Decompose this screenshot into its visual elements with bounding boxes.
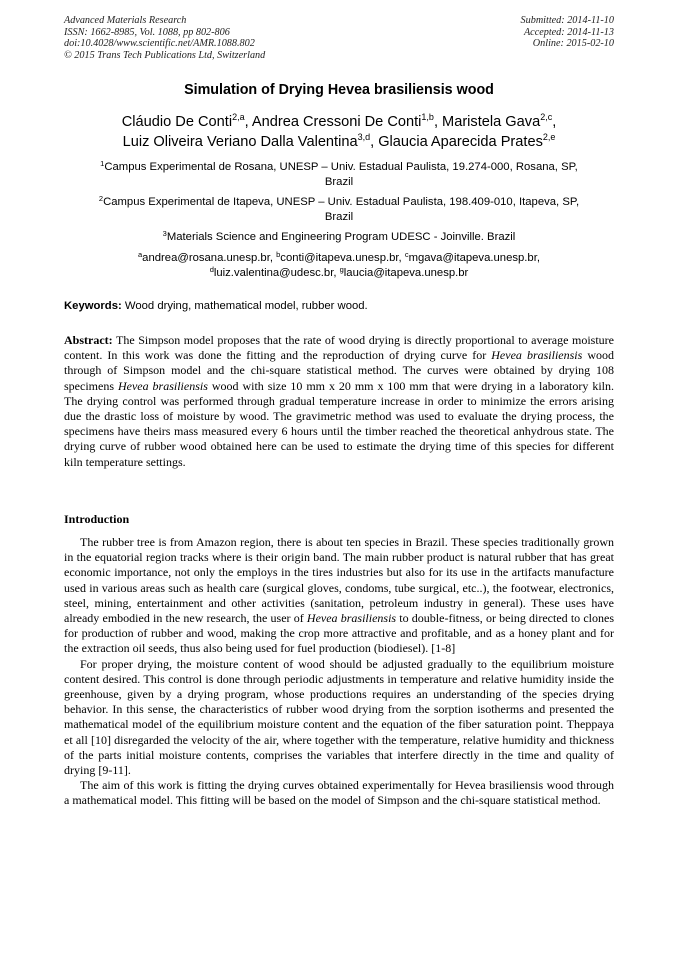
abstract-text: The Simpson model proposes that the rate of wood drying is directly proportional to average moisture content. In this work was done the fitting and the reproduction of drying curve for bbox=[64, 333, 614, 363]
journal-name: Advanced Materials Research bbox=[64, 15, 187, 26]
submission-dates bbox=[521, 15, 614, 50]
affiliation-text: Materials Science and Engineering Program UDESC - Joinville. Brazil bbox=[166, 231, 516, 243]
author-list bbox=[64, 112, 614, 152]
email-mark: g bbox=[339, 265, 344, 274]
affiliation-2 bbox=[64, 195, 614, 225]
journal-doi: doi:10.4028/www.scientific.net/AMR.1088.802 bbox=[64, 38, 255, 50]
author-name: Cláudio De Conti bbox=[121, 114, 233, 130]
affiliation-text: Brazil bbox=[324, 176, 354, 188]
email-mark: b bbox=[276, 250, 281, 259]
email-link[interactable]: mgava@itapeva.unesp.br, bbox=[408, 252, 540, 264]
abstract-text: wood through of Simpson model and the chi-square statistical method. The curves were obtained by drying 108 specimens bbox=[64, 348, 615, 393]
author-affiliation-mark: 3,d bbox=[357, 132, 371, 142]
submitted-date: Submitted: 2014-11-10 bbox=[520, 15, 614, 26]
introduction-body bbox=[64, 535, 614, 809]
keywords-text: Wood drying, mathematical model, rubber wood. bbox=[121, 300, 368, 312]
author-affiliation-mark: 1,b bbox=[421, 112, 434, 122]
author-emails bbox=[64, 251, 614, 281]
accepted-date: Accepted: 2014-11-13 bbox=[523, 26, 614, 38]
author-name: Glaucia Aparecida Prates bbox=[378, 134, 543, 150]
author-separator: , bbox=[370, 134, 379, 150]
email-link[interactable]: conti@itapeva.unesp.br, bbox=[280, 252, 405, 264]
paragraph-text: The rubber tree is from Amazon region, there is about ten species in Brazil. These species traditionally grown in the equatorial region tracks where is their origin band. The main rubber product is natural rubber that has great economic importance, not only the employs in the tires industries but also for its use in the artifacts manufacture used in various areas such as health care (surgical gloves, condoms, tube surgical, etc..), the footwear, electronics, steel, mining, entertainment and other activities (sanitation, petroleum industry in general). These uses have already embodied in the new research, the user of bbox=[64, 535, 614, 626]
author-separator: , bbox=[552, 114, 557, 130]
online-date: Online: 2015-02-10 bbox=[532, 38, 614, 50]
author-name: Luiz Oliveira Veriano Dalla Valentina bbox=[122, 134, 358, 150]
affiliation-text: Campus Experimental de Rosana, UNESP – Univ. Estadual Paulista, 19.274-000, Rosana, SP, bbox=[104, 161, 578, 173]
email-mark: c bbox=[404, 250, 409, 259]
species-name: Hevea brasiliensis bbox=[117, 378, 208, 393]
affiliation-number: 2 bbox=[98, 194, 104, 203]
affiliation-number: 3 bbox=[162, 229, 167, 238]
species-name: Hevea brasiliensis bbox=[491, 348, 583, 363]
paragraph: The aim of this work is fitting the drying curves obtained experimentally for Hevea brasiliensis wood through a mathematical model. This fitting will be based on the model of Simpson and the chi-square statistical method. bbox=[64, 778, 614, 808]
paragraph bbox=[64, 535, 614, 657]
affiliation-text: Brazil bbox=[324, 211, 354, 223]
keywords-label: Keywords: bbox=[64, 300, 122, 312]
paragraph-text: to double-fitness, or being directed to clones for production of rubber and wood, making the crop more attractive and profitable, and as a honey plant and for the extraction oil seeds, thus also being used for fuel production (biodiesel). [1-8] bbox=[64, 611, 615, 656]
affiliation-3 bbox=[64, 230, 614, 245]
journal-copyright: © 2015 Trans Tech Publications Ltd, Switzerland bbox=[64, 49, 266, 61]
abstract-text: wood with size 10 mm x 20 mm x 100 mm that were drying in a laboratory kiln. The drying control was performed through gradual temperature increase in order to minimize the errors arising due the drastic loss of moisture by wood. The gravimetric method was used to evaluate the drying process, the specimens have theirs mass measured every 6 hours until the timber reached the theoretical anhydrous state. The drying curve of rubber wood obtained here can be used to estimate the drying time of this species for different kiln temperature settings. bbox=[64, 378, 614, 469]
email-mark: a bbox=[138, 250, 143, 259]
species-name: Hevea brasiliensis bbox=[306, 611, 397, 626]
author-affiliation-mark: 2,a bbox=[232, 112, 245, 122]
author-name: Maristela Gava bbox=[442, 114, 541, 130]
author-affiliation-mark: 2,c bbox=[540, 112, 553, 122]
introduction-heading: Introduction bbox=[64, 512, 130, 526]
journal-issn: ISSN: 1662-8985, Vol. 1088, pp 802-806 bbox=[64, 26, 230, 38]
author-name: Andrea Cressoni De Conti bbox=[251, 114, 422, 130]
email-link[interactable]: andrea@rosana.unesp.br, bbox=[142, 252, 277, 264]
journal-info bbox=[64, 15, 265, 61]
author-separator: , bbox=[244, 114, 252, 130]
paragraph: For proper drying, the moisture content of wood should be adjusted gradually to the equilibrium moisture content desired. This control is done through periodic adjustments in temperature and relative humidity inside the greenhouse, given by a drying program, whose productions requires an understanding of the species drying behavior. In this sense, the characteristics of rubber wood drying from the sorption isotherms and presented the mathematical model of the equilibrium moisture content and the equation of the fiber saturation point. Theppaya et all [10] disregarded the velocity of the air, where together with the temperature, relative humidity and thickness of the parts initial moisture contents, comprises the variables that interfere directly in the time and quality of drying [9-11]. bbox=[64, 656, 614, 778]
affiliation-number: 1 bbox=[100, 159, 105, 168]
abstract-label: Abstract: bbox=[64, 333, 113, 347]
affiliation-1 bbox=[64, 160, 614, 190]
email-mark: d bbox=[209, 265, 214, 274]
email-link[interactable]: luiz.valentina@udesc.br, bbox=[213, 267, 340, 279]
author-separator: , bbox=[433, 114, 443, 130]
affiliation-text: Campus Experimental de Itapeva, UNESP – Univ. Estadual Paulista, 198.409-010, Itapeva, SP, bbox=[103, 196, 580, 208]
paper-title: Simulation of Drying Hevea brasiliensis wood bbox=[184, 82, 494, 98]
keywords bbox=[64, 300, 614, 312]
email-link[interactable]: laucia@itapeva.unesp.br bbox=[343, 267, 469, 279]
abstract bbox=[64, 333, 614, 470]
author-affiliation-mark: 2,e bbox=[542, 132, 556, 142]
